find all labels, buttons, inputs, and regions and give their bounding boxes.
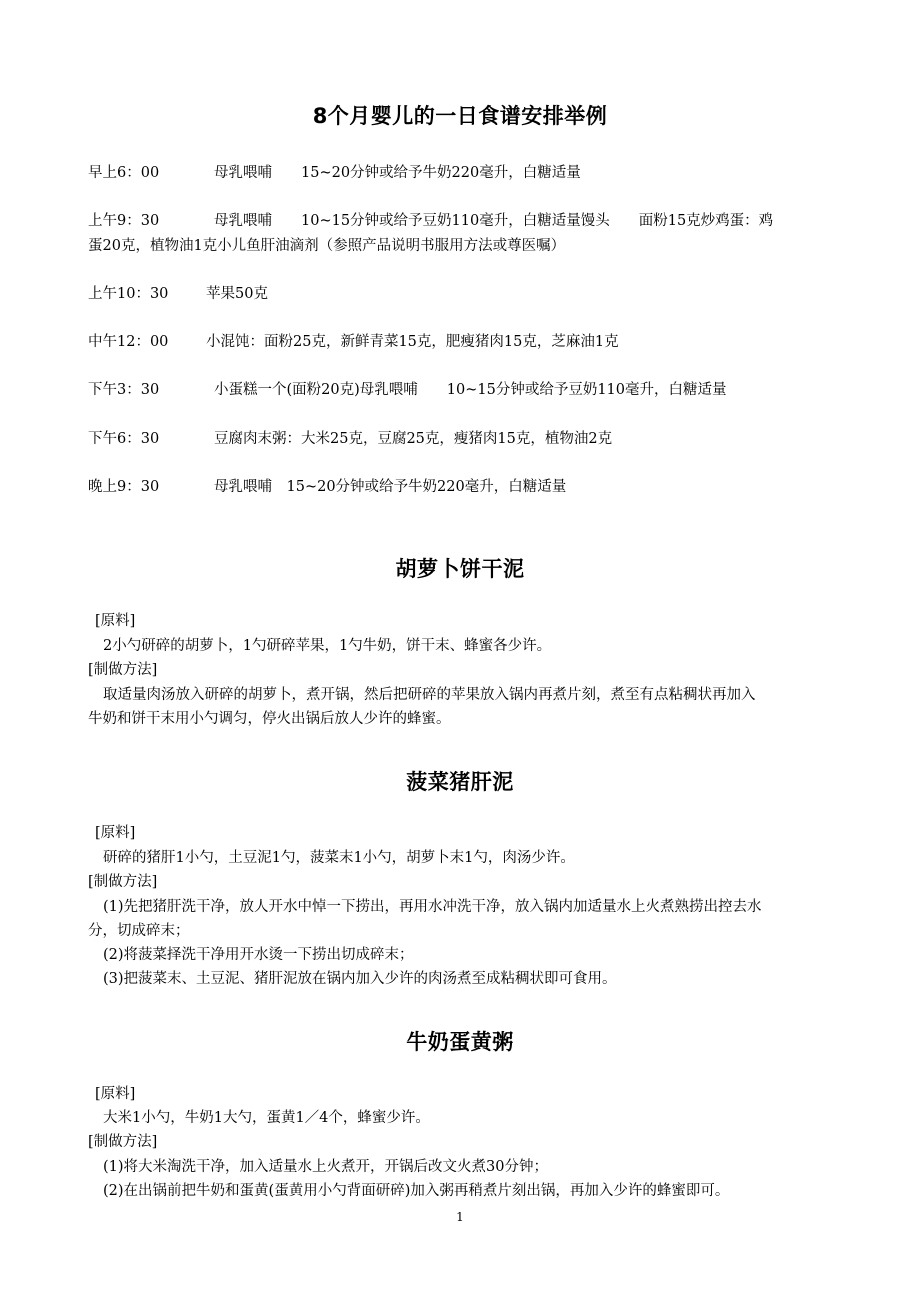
recipe-title: 牛奶蛋黄粥	[406, 1030, 514, 1054]
method-step: (3)把菠菜末、土豆泥、猪肝泥放在锅内加入少许的肉汤煮至成粘稠状即可食用。	[103, 971, 617, 987]
schedule-time: 上午10：30	[88, 286, 169, 302]
schedule-time: 上午9：30	[88, 213, 160, 229]
schedule-text-continued: 蛋20克，植物油1克小儿鱼肝油滴剂（参照产品说明书服用方法或尊医嘱）	[88, 238, 566, 254]
method-text: 牛奶和饼干末用小勺调匀，停火出锅后放人少许的蜂蜜。	[88, 711, 451, 727]
schedule-text: 小蛋糕一个(面粉20克)母乳喂哺 10~15分钟或给予豆奶110毫升，白糖适量	[214, 382, 727, 398]
schedule-text: 苹果50克	[206, 286, 268, 302]
method-label: [制做方法]	[88, 874, 158, 890]
recipe-title: 胡萝卜饼干泥	[395, 557, 525, 581]
schedule-time: 中午12：00	[88, 334, 169, 350]
schedule-text: 母乳喂哺 15~20分钟或给予牛奶220毫升，白糖适量	[214, 479, 567, 495]
ingredients-text: 研碎的猪肝1小勺，土豆泥1勺，菠菜末1小勺，胡萝卜末1勺，肉汤少许。	[103, 850, 575, 866]
ingredients-label: [原料]	[95, 613, 136, 629]
ingredients-label: [原料]	[95, 1086, 136, 1102]
ingredients-text: 2小勺研碎的胡萝卜，1勺研碎苹果，1勺牛奶，饼干末、蜂蜜各少许。	[103, 638, 552, 654]
recipe-title: 菠菜猪肝泥	[406, 770, 514, 794]
schedule-text: 小混饨：面粉25克，新鲜青菜15克，肥瘦猪肉15克，芝麻油1克	[206, 334, 619, 350]
method-step: (1)先把猪肝洗干净，放人开水中悼一下捞出，再用水冲洗干净，放入锅内加适量水上火煮熟捞出控去水	[103, 899, 762, 915]
ingredients-text: 大米1小勺，牛奶1大勺，蛋黄1／4个，蜂蜜少许。	[103, 1110, 430, 1126]
method-step: (1)将大米淘洗干净，加入适量水上火煮开，开锅后改文火煮30分钟；	[103, 1159, 548, 1175]
method-step: (2)将菠菜择洗干净用开水烫一下捞出切成碎末；	[103, 947, 414, 963]
schedule-title: 8个月婴儿的一日食谱安排举例	[312, 104, 608, 128]
schedule-text: 豆腐肉末粥：大米25克，豆腐25克，瘦猪肉15克，植物油2克	[214, 431, 613, 447]
method-step: 分，切成碎末；	[88, 923, 190, 939]
method-step: (2)在出锅前把牛奶和蛋黄(蛋黄用小勺背面研碎)加入粥再稍煮片刻出锅，再加入少许的蜂蜜即可。	[103, 1183, 730, 1199]
method-text: 取适量肉汤放入研碎的胡萝卜，煮开锅，然后把研碎的苹果放入锅内再煮片刻，煮至有点粘稠状再加入	[103, 687, 756, 703]
method-label: [制做方法]	[88, 1134, 158, 1150]
schedule-text: 母乳喂哺 10~15分钟或给予豆奶110毫升，白糖适量馒头 面粉15克炒鸡蛋：鸡	[214, 213, 774, 229]
schedule-time: 下午6：30	[88, 431, 160, 447]
schedule-time: 早上6：00	[88, 165, 160, 181]
ingredients-label: [原料]	[95, 825, 136, 841]
schedule-text: 母乳喂哺 15~20分钟或给予牛奶220毫升，白糖适量	[214, 165, 581, 181]
method-label: [制做方法]	[88, 662, 158, 678]
schedule-time: 晚上9：30	[88, 479, 160, 495]
page-number: 1	[456, 1210, 464, 1224]
schedule-time: 下午3：30	[88, 382, 160, 398]
